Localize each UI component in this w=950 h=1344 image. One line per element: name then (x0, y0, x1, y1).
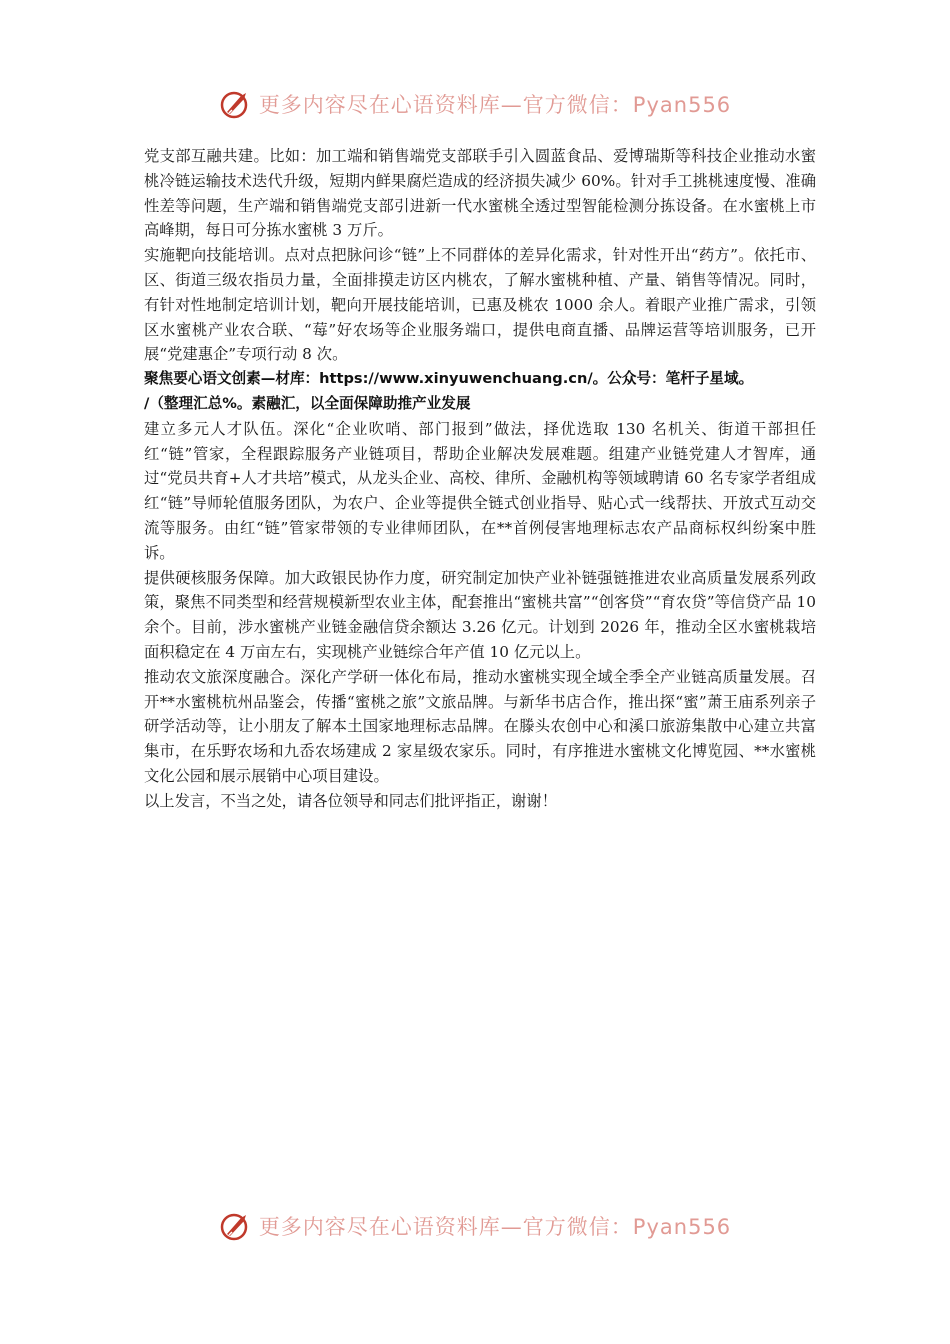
header-banner (0, 84, 950, 124)
paragraph-skills-training: 实施靶向技能培训。点对点把脉问诊“链”上不同群体的差异化需求，针对性开出“药方”。依托市、区、街道三级农指员力量，全面排摸走访区内桃农，了解水蜜桃种植、产量、销售等情况。同时，有针对性地制定培训计划，靶向开展技能培训，已惠及桃农 1000 余人。着眼产业推广需求，引领区水蜜桃产业农合联、“莓”好农场等企业服务端口，提供电商直播、品牌运营等培训服务，已开展“党建惠企”专项行动 8 次。 (144, 246, 816, 364)
header-banner-text: 更多内容尽在心语资料库—官方微信：Pyan556 (258, 93, 732, 117)
section-heading-line1: 聚焦要心语文创素—材库：https://www.xinyuwenchuang.cn/。公众号：笔杆子星域。 (144, 370, 754, 388)
paragraph-agri-culture-tourism: 推动农文旅深度融合。深化产学研一体化布局，推动水蜜桃实现全域全季全产业链高质量发展。召开**水蜜桃杭州品鉴会，传播“蜜桃之旅”文旅品牌。与新华书店合作，推出探“蜜”萧王庙系列亲子研学活动等，让小朋友了解本土国家地理标志品牌。在滕头农创中心和溪口旅游集散中心建立共富集市，在乐野农场和九岙农场建成 2 家星级农家乐。同时，有序推进水蜜桃文化博览园、**水蜜桃文化公园和展示展销中心项目建设。 (144, 667, 816, 785)
paragraph-party-branch: 党支部互融共建。比如：加工端和销售端党支部联手引入圆蓝食品、爱博瑞斯等科技企业推动水蜜桃冷链运输技术迭代升级，短期内鲜果腐烂造成的经济损失减少 60%。针对手工挑桃速度慢、准确性差等问题，生产端和销售端党支部引进新一代水蜜桃全透过型智能检测分拣设备。在水蜜桃上市高峰期，每日可分拣水蜜桃 3 万斤。 (144, 147, 816, 240)
section-heading-line2: /（整理汇总%。素融汇，以全面保障助推产业发展 (144, 394, 471, 412)
paragraph-talent-team: 建立多元人才队伍。深化“企业吹哨、部门报到”做法，择优选取 130 名机关、街道干部担任红“链”管家，全程跟踪服务产业链项目，帮助企业解决发展难题。组建产业链党建人才智库，通过“党员共育+人才共培”模式，从龙头企业、高校、律所、金融机构等领域聘请 60 名专家学者组成红“链”导师轮值服务团队，为农户、企业等提供全链式创业指导、贴心式一线帮扶、开放式互动交流等服务。由红“链”管家带领的专业律师团队，在**首例侵害地理标志农产品商标权纠纷案中胜诉。 (144, 419, 816, 562)
pen-nib-logo-icon (219, 1209, 253, 1243)
pen-nib-logo-icon (219, 87, 253, 121)
paragraph-closing: 以上发言，不当之处，请各位领导和同志们批评指正，谢谢！ (144, 791, 558, 810)
document-body (144, 144, 816, 814)
paragraph-service-guarantee: 提供硬核服务保障。加大政银民协作力度，研究制定加快产业补链强链推进农业高质量发展系列政策，聚焦不同类型和经营规模新型农业主体，配套推出“蜜桃共富”“创客贷”“育农贷”等信贷产品 10 余个。目前，涉水蜜桃产业链金融信贷余额达 3.26 亿元。计划到 2026 年，推动全区水蜜桃栽培面积稳定在 4 万亩左右，实现桃产业链综合年产值 10 亿元以上。 (144, 568, 816, 661)
footer-banner-text: 更多内容尽在心语资料库—官方微信：Pyan556 (258, 1215, 732, 1239)
footer-banner (0, 1206, 950, 1246)
